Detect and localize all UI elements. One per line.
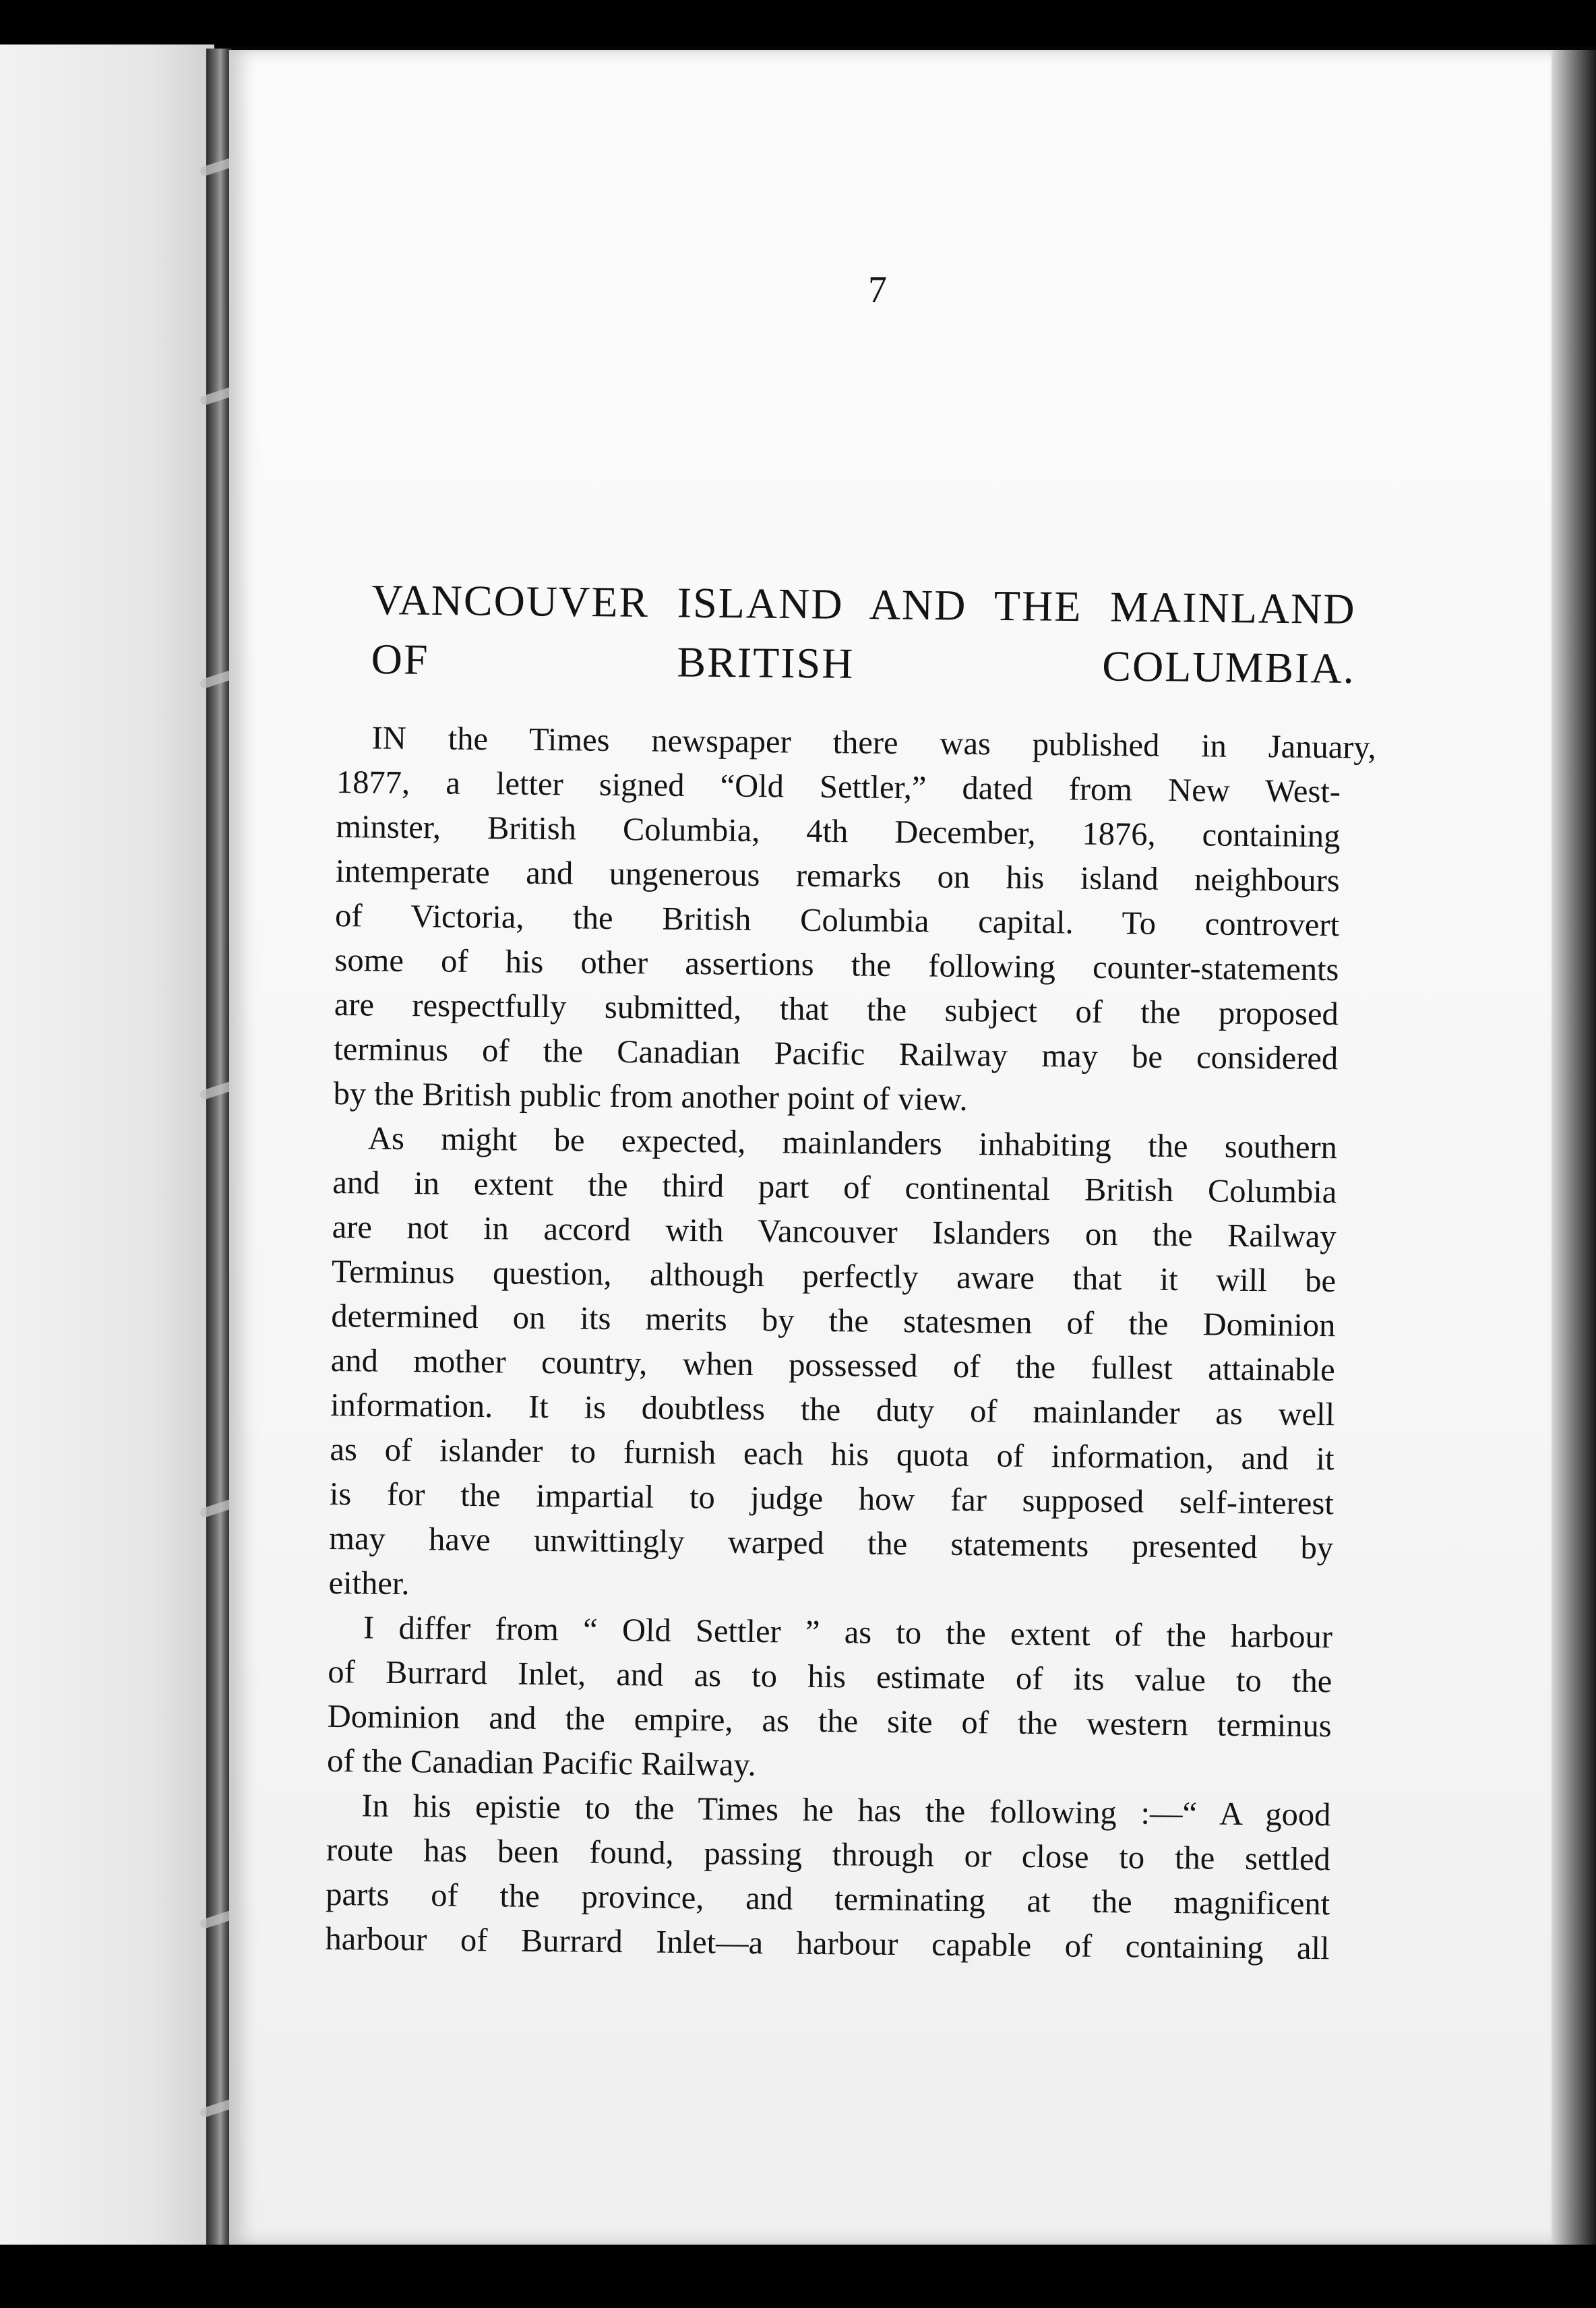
text-line: harbour of Burrard Inlet—a harbour capable of containing all xyxy=(325,1920,1330,1967)
text-line: may have unwittingly warped the statements presented by xyxy=(329,1520,1334,1567)
text-line: Terminus question, although perfectly aware that it will be xyxy=(331,1253,1337,1300)
paragraph xyxy=(333,716,1376,1126)
text-line: and mother country, when possessed of the fullest attainable xyxy=(330,1342,1336,1389)
paragraph xyxy=(328,1116,1337,1615)
paragraph xyxy=(327,1606,1332,1793)
text-line: of Victoria, the British Columbia capital. To controvert xyxy=(334,897,1340,944)
text-line: information. It is doubtless the duty of mainlander as well xyxy=(330,1387,1335,1433)
text-line: As might be expected, mainlanders inhabiting the southern xyxy=(367,1120,1338,1166)
text-line: terminus of the Canadian Pacific Railway may be considered xyxy=(333,1031,1339,1077)
page-number: 7 xyxy=(868,269,887,311)
text-line: minster, British Columbia, 4th December, 1876, containing xyxy=(336,808,1341,855)
text-line: as of islander to furnish each his quota of information, and it xyxy=(330,1431,1334,1478)
text-line: parts of the province, and terminating at the magnificent xyxy=(325,1876,1330,1922)
text-line: some of his other assertions the following counter-statements xyxy=(334,942,1339,988)
text-line: In his epistie to the Times he has the following :—“ A good xyxy=(361,1788,1331,1833)
heading-line: VANCOUVER ISLAND AND THE MAINLAND xyxy=(371,575,1356,634)
text-line: of Burrard Inlet, and as to his estimate of its value to the xyxy=(328,1653,1332,1700)
text-line: are respectfully submitted, that the subject of the proposed xyxy=(334,986,1339,1033)
text-line: are not in accord with Vancouver Islanders on the Railway xyxy=(332,1209,1337,1255)
chapter-heading xyxy=(371,570,1356,698)
text-line: route has been found, passing through or close to the settled xyxy=(326,1831,1331,1878)
text-line: I differ from “ Old Settler ” as to the extent of the harbour xyxy=(363,1610,1333,1656)
text-line: and in extent the third part of continental British Columbia xyxy=(332,1164,1337,1211)
text-line: intemperate and ungenerous remarks on his island neighbours xyxy=(335,853,1340,899)
text-line: determined on its merits by the statesmen of the Dominion xyxy=(331,1298,1336,1344)
text-line: 1877, a letter signed “Old Settler,” dated from New West- xyxy=(336,764,1341,810)
text-line: is for the impartial to judge how far supposed self-interest xyxy=(329,1476,1334,1522)
heading-line: OF BRITISH COLUMBIA. xyxy=(371,634,1356,693)
facing-page-edge xyxy=(0,44,214,2249)
text-line: IN the Times newspaper there was published in January, xyxy=(371,720,1376,766)
scan-border-top xyxy=(0,0,1596,47)
paragraph xyxy=(325,1784,1330,1971)
scan-border-bottom xyxy=(0,2245,1596,2308)
text-line: of the Canadian Pacific Railway. xyxy=(326,1742,756,1784)
page-edge-shadow xyxy=(1552,50,1596,2246)
text-line: by the British public from another point of view. xyxy=(333,1075,968,1118)
text-line: either. xyxy=(328,1565,410,1602)
text-line: Dominion and the empire, as the site of the western terminus xyxy=(327,1698,1332,1744)
body-text xyxy=(325,716,1376,1971)
